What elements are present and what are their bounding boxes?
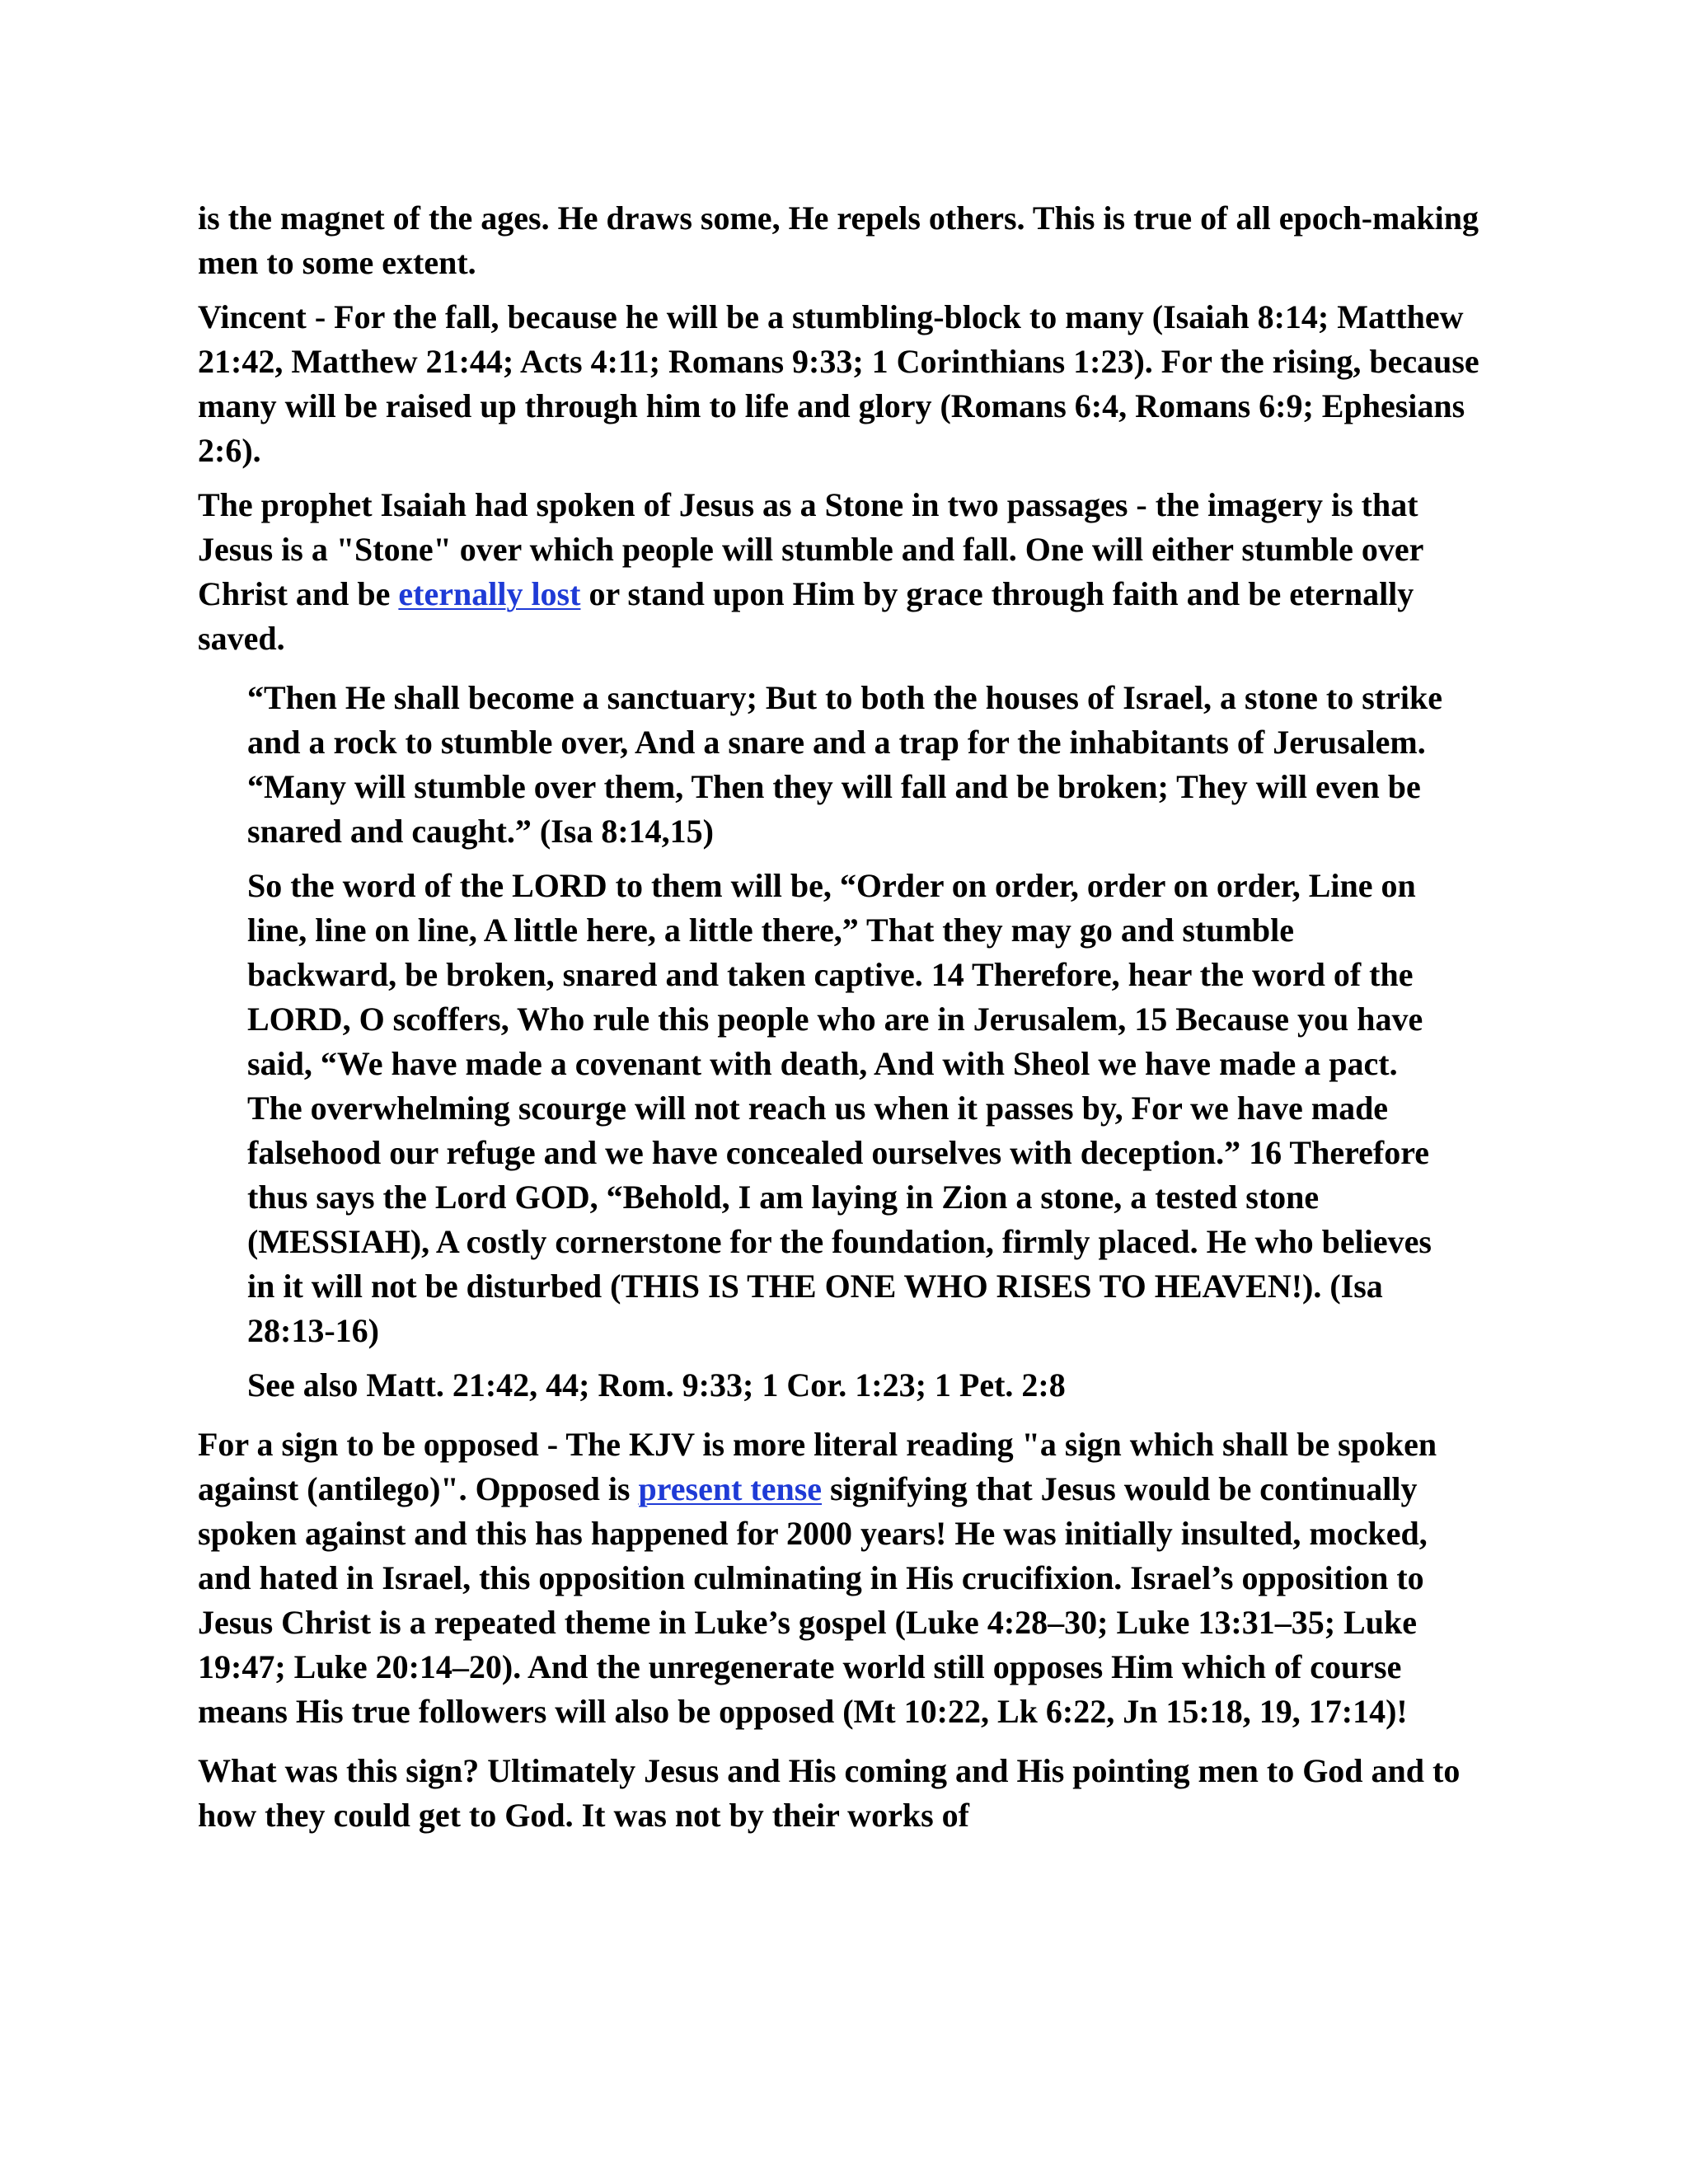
paragraph-text: For a sign to be opposed - The KJV is more literal reading "a sign which shall be spoken against (antilego)". Opposed is bbox=[198, 1426, 1437, 1507]
paragraph-text: The prophet Isaiah had spoken of Jesus as a Stone in two passages - the imagery is that Jesus is a "Stone" over which people will stumble and fall. One will either stumble over Christ and be bbox=[198, 486, 1423, 612]
quote-isaiah-28: So the word of the LORD to them will be, “Order on order, order on order, Line on line, line on line, A little here, a little there,” That they may go and stumble backward, be broken, snared and taken captive. 14 Therefore, hear the word of the LORD, O scoffers, Who rule this people who are in Jerusalem, 15 Because you have said, “We have made a covenant with death, And with Sheol we have made a pact. The overwhelming scourge will not reach us when it passes by, For we have made falsehood our refuge and we have concealed ourselves with deception.” 16 Therefore thus says the Lord GOD, “Behold, I am laying in Zion a stone, a tested stone (MESSIAH), A costly cornerstone for the foundation, firmly placed. He who believes in it will not be disturbed (THIS IS THE ONE WHO RISES TO HEAVEN!). (Isa 28:13-16) bbox=[247, 867, 1432, 1349]
paragraph-magnet: is the magnet of the ages. He draws some, He repels others. This is true of all epoch-making men to some extent. bbox=[198, 199, 1479, 281]
quote-see-also: See also Matt. 21:42, 44; Rom. 9:33; 1 Cor. 1:23; 1 Pet. 2:8 bbox=[247, 1366, 1066, 1404]
paragraph-stone-imagery bbox=[198, 483, 1484, 661]
paragraph-what-sign: What was this sign? Ultimately Jesus and His coming and His pointing men to God and to how they could get to God. It was not by their works of bbox=[198, 1752, 1461, 1834]
eternally-lost-link[interactable]: eternally lost bbox=[398, 575, 581, 612]
page-body bbox=[198, 196, 1484, 1848]
quote-isaiah-8: “Then He shall become a sanctuary; But to both the houses of Israel, a stone to strike and a rock to stumble over, And a snare and a trap for the inhabitants of Jerusalem. “Many will stumble over them, Then they will fall and be broken; They will even be snared and caught.” (Isa 8:14,15) bbox=[247, 679, 1442, 850]
paragraph-sign-opposed bbox=[198, 1422, 1484, 1734]
paragraph-text: or stand upon Him by grace through faith and be eternally saved. bbox=[198, 575, 1414, 657]
paragraph-vincent: Vincent - For the fall, because he will be a stumbling-block to many (Isaiah 8:14; Matthew 21:42, Matthew 21:44; Acts 4:11; Romans 9:33; 1 Corinthians 1:23). For the rising, because many will be raised up through him to life and glory (Romans 6:4, Romans 6:9; Ephesians 2:6). bbox=[198, 298, 1479, 469]
present-tense-link[interactable]: present tense bbox=[638, 1470, 823, 1507]
paragraph-text: signifying that Jesus would be continually spoken against and this has happened for 2000 years! He was initially insulted, mocked, and hated in Israel, this opposition culminating in His crucifixion. Israel’s opposition to Jesus Christ is a repeated theme in Luke’s gospel (Luke 4:28–30; Luke 13:31–35; Luke 19:47; Luke 20:14–20). And the unregenerate world still opposes Him which of course means His true followers will also be opposed (Mt 10:22, Lk 6:22, Jn 15:18, 19, 17:14)! bbox=[198, 1470, 1428, 1730]
